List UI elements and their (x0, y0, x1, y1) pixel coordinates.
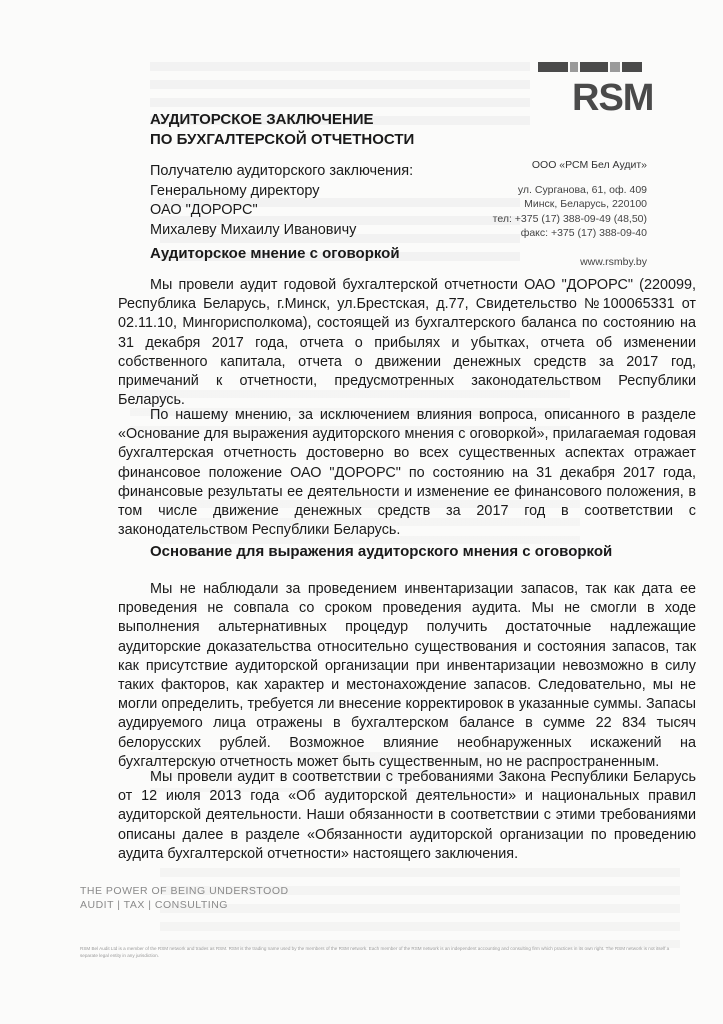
logo-bar (570, 62, 578, 72)
logo-bar (538, 62, 568, 72)
rsm-tagline (80, 884, 289, 912)
company-contact-block (493, 158, 647, 269)
company-phone: тел: +375 (17) 388-09-49 (48,50) (492, 212, 647, 225)
logo-bar (622, 62, 642, 72)
opinion-paragraph-1: Мы провели аудит годовой бухгалтерской отчетности ОАО "ДОРОРС" (220099, Республика Беларусь, г.Минск, ул.Брестская, д.77, Свидетельство №100065331 от 02.11.10, Мингорисполкома), состоящей из бухгалтерского баланса по состоянию на 31 декабря 2017 года, отчета о прибылях и убытках, отчета об изменении собственного капитала, отчета о движении денежных средств за 2017 год, примечаний к отчетности, предусмотренных законодательством Республики Беларусь. (118, 277, 696, 409)
basis-heading: Основание для выражения аудиторского мнения с оговоркой (150, 543, 613, 560)
company-fax: факс: +375 (17) 388-09-40 (520, 227, 647, 239)
company-address: ул. Сурганова, 61, оф. 409 (517, 183, 647, 196)
title-line: ПО БУХГАЛТЕРСКОЙ ОТЧЕТНОСТИ (150, 131, 415, 148)
recipient-block (150, 162, 413, 240)
tagline-line: AUDIT | TAX | CONSULTING (80, 899, 228, 911)
basis-paragraph-1: Мы не наблюдали за проведением инвентаризации запасов, так как дата ее проведения не совпала со сроком проведения аудита. Мы не смогли в ходе выполнения альтернативных процедур получить достаточные надлежащие аудиторские доказательства относительно существования и состояния запасов, так как присутствие аудиторской организации при инвентаризации невозможно в силу таких факторов, как характер и местонахождение запасов. Следовательно, мы не могли определить, требуется ли внесение корректировок в указанные суммы. Запасы аудируемого лица отражены в бухгалтерском балансе в сумме 22 834 тысяч белорусских рублей. Возможное влияние необнаруженных искажений на бухгалтерскую отчетность может быть существенным, но не распространенным. (118, 581, 696, 770)
recipient-line: Получателю аудиторского заключения: (150, 163, 414, 179)
rsm-logo: RSM (572, 77, 654, 119)
opinion-heading: Аудиторское мнение с оговоркой (150, 245, 400, 262)
legal-footer: RSM Bel Audit Ltd is a member of the RSM network and trades as RSM. RSM is the trading name used by the members of the RSM network. Each member of the RSM network is an independent accounting and consulting firm which practices in its own right. The RSM network is not itself a separate legal entity in any jurisdiction. (80, 946, 670, 958)
company-name: ООО «РСМ Бел Аудит» (531, 159, 647, 171)
company-website: www.rsmby.by (580, 255, 647, 268)
document-title (150, 110, 414, 150)
logo-bar (580, 62, 608, 72)
company-address: Минск, Беларусь, 220100 (524, 198, 647, 210)
recipient-line: Генеральному директору (150, 182, 320, 199)
title-line: АУДИТОРСКОЕ ЗАКЛЮЧЕНИЕ (150, 111, 374, 128)
logo-bar (610, 62, 620, 72)
tagline-line: THE POWER OF BEING UNDERSTOOD (80, 885, 289, 897)
logo-bars (538, 62, 642, 72)
opinion-paragraph-2: По нашему мнению, за исключением влияния вопроса, описанного в разделе «Основание для выражения аудиторского мнения с оговоркой», прилагаемая годовая бухгалтерская отчетность достоверно во всех существенных аспектах отражает финансовое положение ОАО "ДОРОРС" по состоянию на 31 декабря 2017 года, финансовые результаты ее деятельности и изменение ее финансового положения, в том числе движение денежных средств за 2017 год в соответствии с законодательством Республики Беларусь. (118, 407, 696, 539)
basis-paragraph-2: Мы провели аудит в соответствии с требованиями Закона Республики Беларусь от 12 июля 2013 года «Об аудиторской деятельности» и национальных правил аудиторской деятельности. Наши обязанности в соответствии с этими требованиями описаны далее в разделе «Обязанности аудиторской организации по проведению аудита бухгалтерской отчетности» настоящего заключения. (118, 769, 696, 862)
recipient-line: Михалеву Михаилу Ивановичу (150, 221, 357, 238)
recipient-line: ОАО "ДОРОРС" (150, 202, 258, 218)
